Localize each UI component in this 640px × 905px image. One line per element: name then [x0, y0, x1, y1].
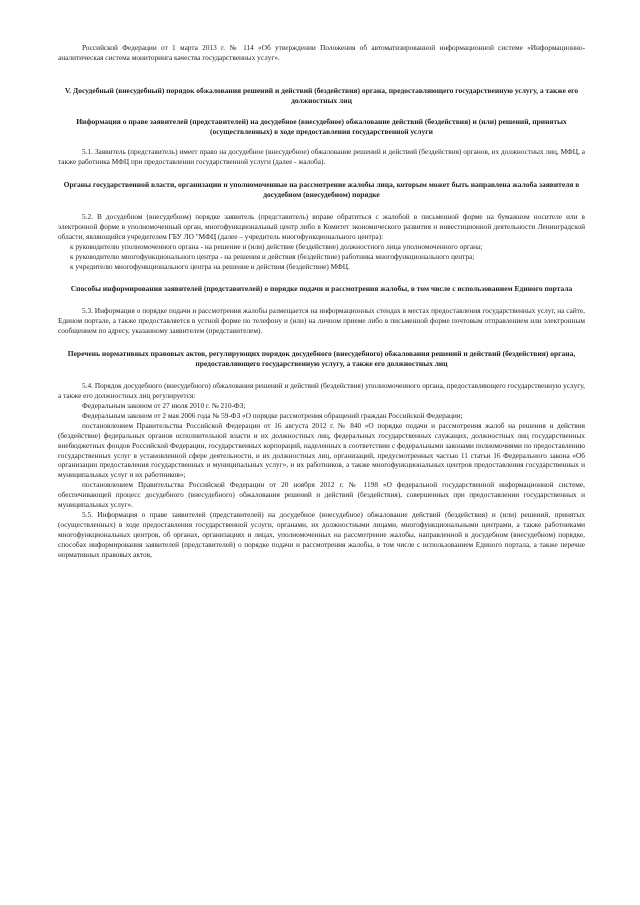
list-item: к учредителю многофункционального центра на решение и действия (бездействие) МФЦ. — [70, 262, 350, 272]
heading-authorities: Органы государственной власти, организации и уполномоченные на рассмотрение жалобы лица, которым может быть направлена жалоба заявителя в досудебном (внесудебном) порядке — [63, 180, 580, 200]
section-title: V. Досудебный (внесудебный) порядок обжалования решений и действий (бездействия) органа, предоставляющего государственную услугу, а также его должностных лиц — [64, 85, 579, 105]
list-item: к руководителю многофункционального центра - на решения и действия (бездействие) работника многофункционального центра; — [70, 252, 475, 262]
heading-appeal-rights: Информация о праве заявителей (представителей) на досудебное (внесудебное) обжалование действий (бездействия) и (или) решений, принятых (осуществленных) в ходе предоставления государственной услуги — [76, 117, 567, 137]
paragraph-5-3: 5.3. Информация о порядке подачи и рассмотрения жалобы размещается на информационных стендах в местах предоставления государственных услуг, на сайте, Едином портале, а также предоставляется в устной форме по телефону и (или) на личном приеме либо в письменной форме почтовым отправлением или электронным сообщением по адресу, указанному заявителем (представителем). — [58, 306, 585, 335]
paragraph-5-2: 5.2. В досудебном (внесудебном) порядке заявитель (представитель) вправе обратиться с жалобой в письменной форме на бумажном носителе или в электронной форме в уполномоченный орган, многофункциональный центр либо в Комитет экономического развития и инвестиционной деятельности Ленинградской области, являющийся учредителем ГБУ ЛО "МФЦ (далее – учредитель многофункционального центра): — [58, 212, 585, 242]
heading-legal-acts: Перечень нормативных правовых актов, регулирующих порядок досудебного (внесудебного) обжалования решений и действий (бездействия) органа, предоставляющего государственную услугу, а также его должностных лиц — [67, 348, 576, 368]
list-item: постановлением Правительства Российской Федерации от 16 августа 2012 г. № 840 «О порядке подачи и рассмотрения жалоб на решения и действия (бездействие) федеральных органов исполнительной власти и их должностных лиц, федеральных государственных служащих, должностных лиц государственных внебюджетных фондов Российской Федерации, государственных корпораций, наделенных в соответствии с федеральными законами полномочиями по предоставлению государственных услуг в установленной сфере деятельности, и их должностных лиц, организаций, предусмотренных частью 11 статьи 16 Федерального закона «Об организации предоставления государственных и муниципальных услуг», и их работников, а также многофункциональных центров предоставления государственных и муниципальных услуг и их работников»; — [58, 420, 585, 480]
heading-information-methods: Способы информирования заявителей (представителей) о порядке подачи и рассмотрения жалобы, в том числе с использованием Единого портала — [70, 283, 573, 293]
list-item: Федеральным законом от 27 июля 2010 г. № 210-ФЗ; — [82, 400, 246, 410]
intro-paragraph: Российской Федерации от 1 марта 2013 г. № 114 «Об утверждении Положения об автоматизированной информационной системе «Информационно-аналитическая система мониторинга качества государственных услуг». — [58, 43, 585, 62]
paragraph-5-5: 5.5. Информация о праве заявителей (представителей) на досудебное (внесудебное) обжалование действий (бездействия) и (или) решений, принятых (осуществленных) в ходе предоставления государственной услуги, органами, их должностными лицами, многофункциональными центрами, а также работниками многофункциональных центров, об органах, организациях и лицах, уполномоченных на рассмотрение жалобы, направленной в досудебном (внесудебном) порядке, способах информирования заявителей (представителей) о порядке подачи и рассмотрения жалобы, в том числе с использованием Единого портала, а также перечне нормативных правовых актов, — [58, 510, 585, 559]
list-item: постановлением Правительства Российской Федерации от 20 ноября 2012 г. № 1198 «О федеральной государственной информационной системе, обеспечивающей процесс досудебного (внесудебного) обжалования решений и действий (бездействия), совершенных при предоставлении государственных и муниципальных услуг». — [58, 480, 585, 510]
list-item: Федеральным законом от 2 мая 2006 года № 59-ФЗ «О порядке рассмотрения обращений граждан Российской Федерации; — [82, 410, 463, 420]
paragraph-5-1: 5.1. Заявитель (представитель) имеет право на досудебное (внесудебное) обжалование решений и действий (бездействия) органов, их должностных лиц, МФЦ, а также работника МФЦ при предоставлении государственной услуги (далее - жалоба). — [58, 147, 585, 167]
paragraph-5-4: 5.4. Порядок досудебного (внесудебного) обжалования решений и действий (бездействия) уполномоченного органа, предоставляющего государственную услугу, а также его должностных лиц регулируется: — [58, 381, 585, 401]
list-item: к руководителю уполномоченного органа - на решение и (или) действие (бездействие) должностного лица уполномоченного органа; — [70, 242, 483, 252]
